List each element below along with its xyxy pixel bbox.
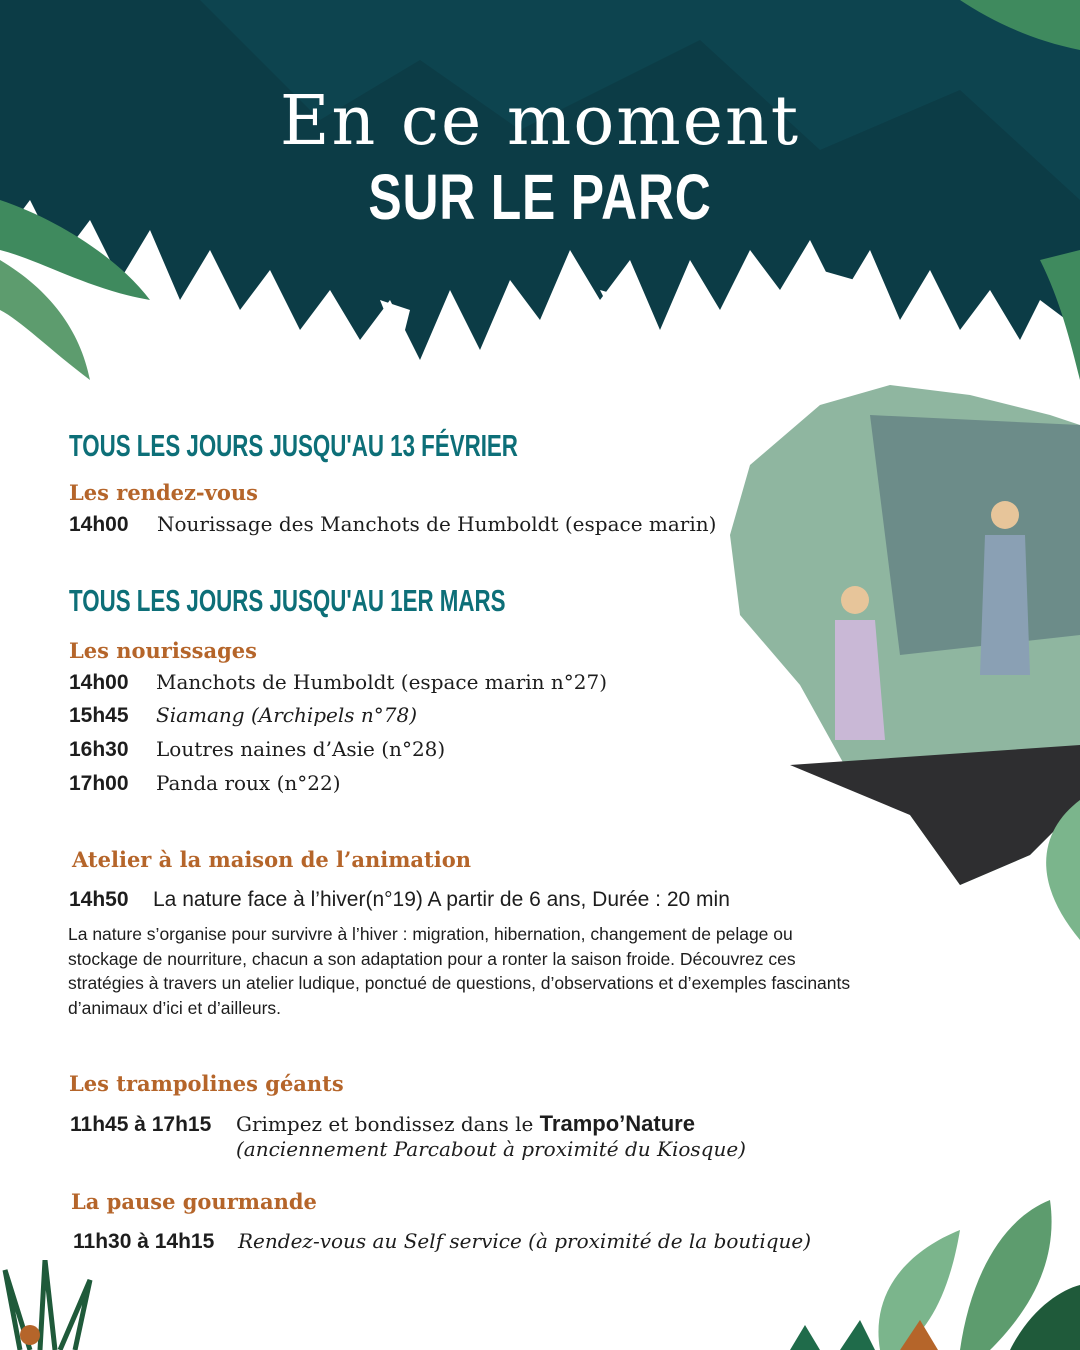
subtitle-nourissages: Les nourissages [69,638,257,663]
pause-item: 11h30 à 14h15 Rendez-vous au Self service (à proximité de la boutique) [73,1229,812,1253]
pause-title: La pause gourmande [71,1189,317,1214]
header-title-line2: SUR LE PARC [368,161,712,233]
list-item: 15h45 Siamang (Archipels n°78) [69,703,418,727]
list-item: 16h30 Loutres naines d’Asie (n°28) [69,737,446,761]
list-item: 14h00 Manchots de Humboldt (espace marin n°27) [69,670,608,694]
list-item: 17h00 Panda roux (n°22) [69,771,341,795]
atelier-description: La nature s’organise pour survivre à l’hiver : migration, hibernation, changement de pelage ou stockage de nourriture, chacun a son adaptation pour a ronter la saison froide. Découvrez ces stratégies à travers un atelier ludique, ponctué de questions, d’observations et d’exemples fascinants d’animaux d’ici et d’ailleurs. [68,924,851,1018]
atelier-item: 14h50 La nature face à l’hiver(n°19) A partir de 6 ans, Durée : 20 min [69,888,730,911]
grass-decoration [0,1260,110,1350]
atelier-title: Atelier à la maison de l’animation [72,847,471,872]
section-title-feb: TOUS LES JOURS JUSQU'AU 13 FÉVRIER [69,428,518,463]
trampolines-item: 11h45 à 17h15 Grimpez et bondissez dans le Trampo’Nature [70,1111,695,1136]
leaves-decoration [760,1190,1080,1350]
list-item: 14h00 Nourissage des Manchots de Humboldt (espace marin) [69,512,717,536]
header-title-line1: En ce moment [279,82,801,161]
leaf-decoration [1020,800,1080,940]
trampolines-title: Les trampolines géants [69,1071,344,1096]
trampolines-note: (anciennement Parcabout à proximité du Kiosque) [236,1137,746,1161]
subtitle-rendez-vous: Les rendez-vous [69,480,258,505]
section-title-mars: TOUS LES JOURS JUSQU'AU 1ER MARS [69,583,506,618]
